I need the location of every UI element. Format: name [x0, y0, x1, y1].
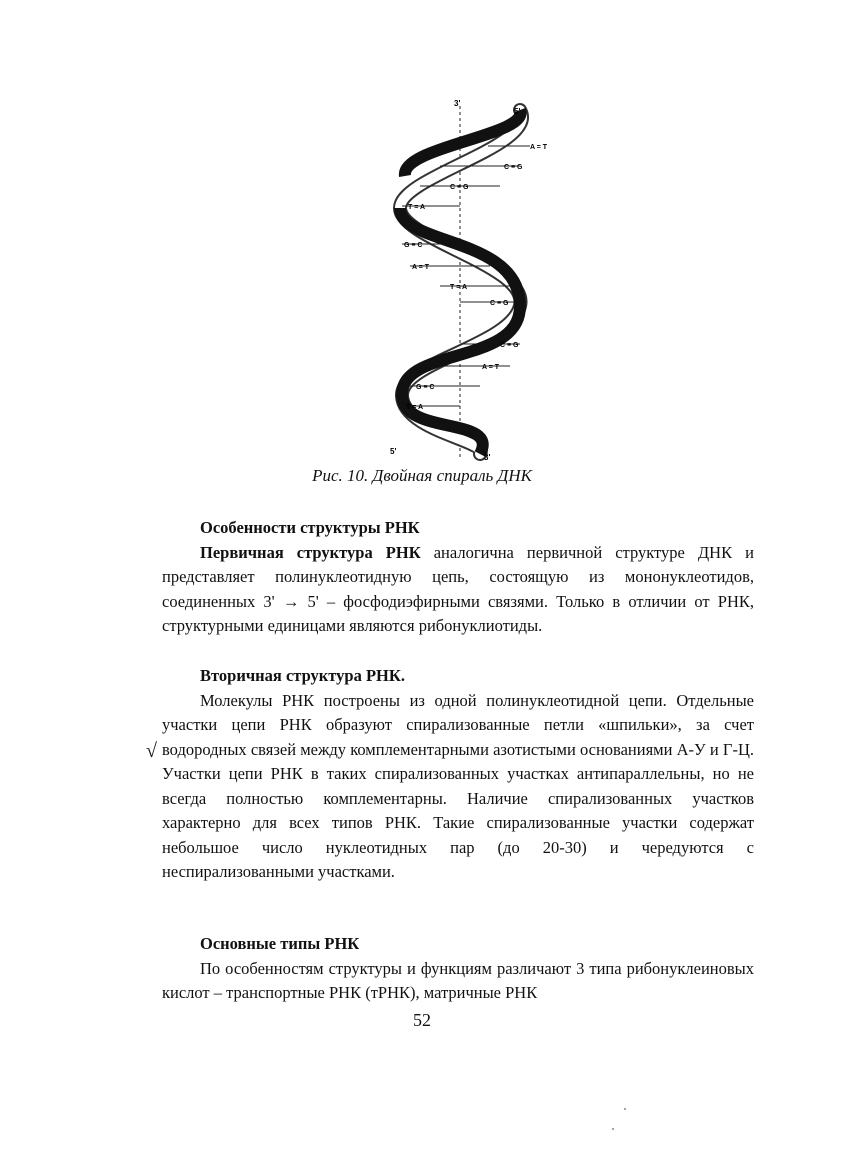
section-secondary-structure [162, 664, 754, 885]
section-rna-types [162, 932, 754, 1006]
strand-end-label: 5' [390, 447, 397, 456]
pair-label: C ≡ G [490, 300, 509, 307]
pair-label: C ≡ G [504, 164, 523, 171]
pair-label: T = A [408, 204, 426, 211]
pair-label: C ≡ G [450, 184, 469, 191]
dna-double-helix-figure [380, 96, 550, 468]
pair-label: T = A [450, 284, 468, 291]
section-primary-structure [162, 516, 754, 639]
pair-label: A = T [530, 144, 548, 151]
paragraph-text: аналогична первичной структуре ДНК и представляет полинуклеотидную цепь, состоящую из мононуклеотидов, соединенных 3' → 5' – фосфодиэфирными связями. Только в отличии от РНК, структурными единицами являются рибонуклиотиды. [162, 542, 754, 635]
pair-label: A = T [482, 364, 500, 371]
section-heading: Вторичная структура РНК. [200, 666, 405, 685]
paragraph-text: По особенностям структуры и функциям различают 3 типа рибонуклеиновых кислот – транспортные РНК (тРНК), матричные РНК [162, 958, 754, 1002]
pair-label: T = A [406, 404, 424, 411]
pair-label: G ≡ C [416, 384, 435, 391]
pair-label: A = T [412, 264, 430, 271]
figure-caption: Рис. 10. Двойная спираль ДНК [312, 466, 532, 485]
section-heading: Основные типы РНК [200, 934, 360, 953]
strand-end-label: 5' [514, 107, 521, 116]
paragraph-text: Молекулы РНК построены из одной полинуклеотидной цепи. Отдельные участки цепи РНК образуют спирализованные петли «шпильки», за счет водородных связей между комплементарными азотистыми основаниями А-У и Г-Ц. Участки цепи РНК в таких спирализованных участках антипараллельны, но не всегда полностью комплементарны. Наличие спирализованных участков характерно для всех типов РНК. Такие спирализованные участки содержат небольшое число нуклеотидных пар (до 20-30) и чередуются с неспирализованными участками. [162, 690, 754, 881]
strand-end-label: 3' [454, 99, 461, 108]
scan-speck [612, 1128, 614, 1130]
strand-end-label: 3' [484, 453, 491, 462]
pair-label: C ≡ G [500, 342, 519, 349]
pair-label: G ≡ C [404, 242, 423, 249]
page-number: 52 [413, 1010, 431, 1030]
margin-check-mark: √ [146, 740, 157, 762]
lead-term: Первичная структура РНК [200, 542, 421, 562]
paragraph [162, 541, 754, 639]
section-heading: Особенности структуры РНК [200, 518, 420, 537]
scan-speck [624, 1108, 626, 1110]
